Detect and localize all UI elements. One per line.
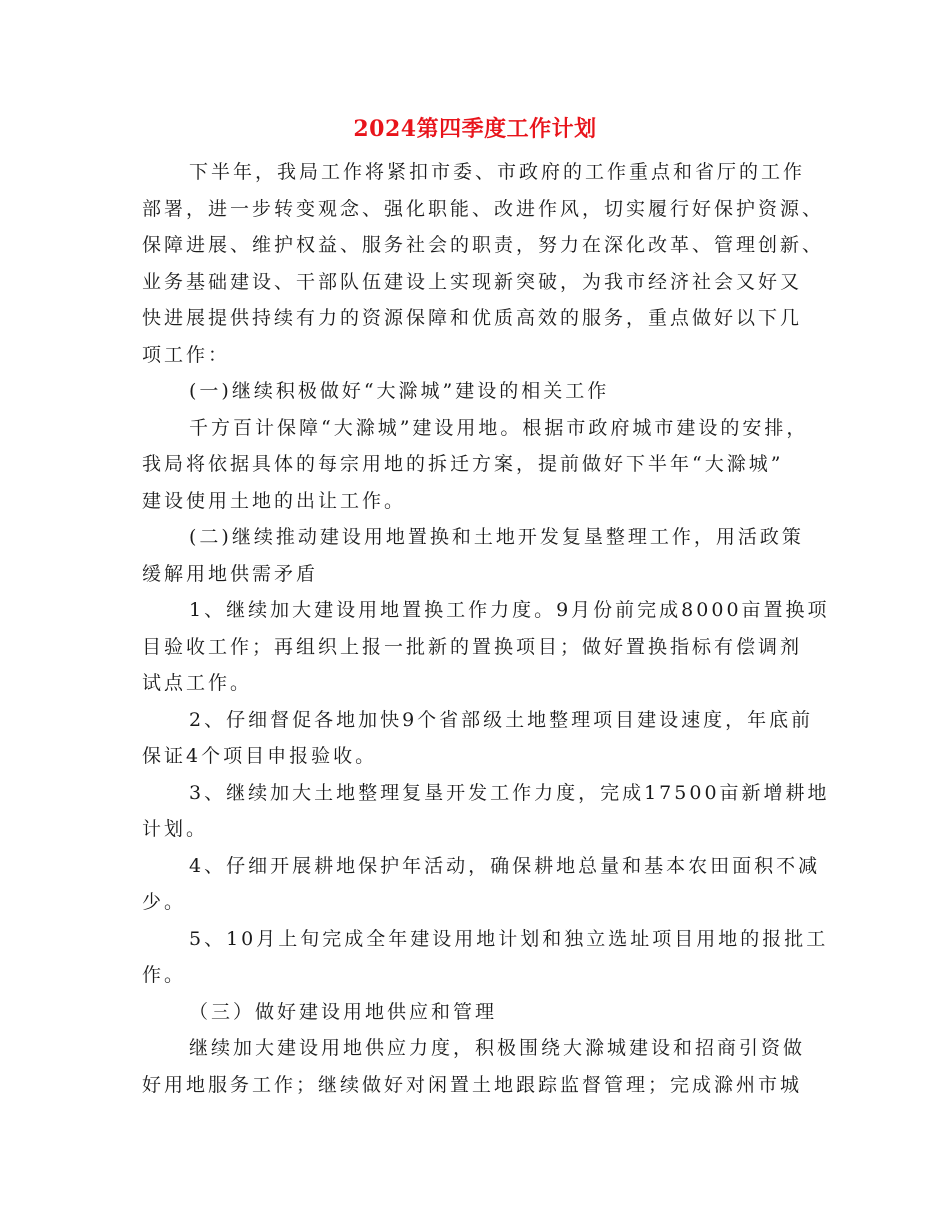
paragraph-section-1-heading bbox=[142, 373, 814, 410]
paragraph-line: 少。 bbox=[142, 891, 187, 913]
paragraph-intro bbox=[142, 154, 825, 373]
paragraph-section-3-heading bbox=[142, 994, 814, 1031]
paragraph-line: 1、继续加大建设用地置换工作力度。9月份前完成8000亩置换项 bbox=[189, 599, 830, 621]
paragraph-line: 保障进展、维护权益、服务社会的职责，努力在深化改革、管理创新、 bbox=[142, 234, 825, 256]
document-body bbox=[142, 154, 830, 1103]
paragraph-line: 5、10月上旬完成全年建设用地计划和独立选址项目用地的报批工 bbox=[189, 927, 829, 950]
paragraph-line: 目验收工作；再组织上报一批新的置换项目；做好置换指标有偿调剂 bbox=[142, 635, 803, 658]
paragraph-item-5 bbox=[142, 921, 829, 994]
paragraph-section-3-body bbox=[142, 1030, 814, 1103]
paragraph-line: 项工作： bbox=[142, 343, 231, 366]
paragraph-line: (一)继续积极做好“大滁城”建设的相关工作 bbox=[189, 380, 610, 402]
paragraph-line: 下半年，我局工作将紧扣市委、市政府的工作重点和省厅的工作 bbox=[189, 161, 806, 183]
paragraph-line: 快进展提供持续有力的资源保障和优质高效的服务，重点做好以下几 bbox=[142, 307, 803, 329]
paragraph-item-1 bbox=[142, 592, 830, 702]
paragraph-line: 继续加大建设用地供应力度，积极围绕大滁城建设和招商引资做 bbox=[189, 1037, 806, 1059]
paragraph-line: 作。 bbox=[142, 964, 187, 986]
paragraph-section-2-heading bbox=[142, 519, 814, 592]
paragraph-line: 试点工作。 bbox=[142, 672, 253, 694]
paragraph-section-1-body bbox=[142, 410, 814, 520]
paragraph-line: 建设使用土地的出让工作。 bbox=[142, 489, 407, 512]
paragraph-line: 部署，进一步转变观念、强化职能、改进作风，切实履行好保护资源、 bbox=[142, 197, 825, 220]
paragraph-line: 千方百计保障“大滁城”建设用地。根据市政府城市建设的安排， bbox=[189, 416, 809, 439]
paragraph-item-4 bbox=[142, 848, 821, 921]
paragraph-line: 保证4个项目申报验收。 bbox=[142, 745, 378, 767]
paragraph-item-2 bbox=[142, 702, 814, 775]
paragraph-line: 4、仔细开展耕地保护年活动，确保耕地总量和基本农田面积不减 bbox=[189, 854, 821, 877]
paragraph-line: (二)继续推动建设用地置换和土地开发复垦整理工作，用活政策 bbox=[189, 526, 804, 548]
document-title: 2024第四季度工作计划 bbox=[353, 116, 597, 142]
paragraph-line: 3、继续加大土地整理复垦开发工作力度，完成17500亩新增耕地 bbox=[189, 781, 830, 804]
paragraph-item-3 bbox=[142, 775, 830, 848]
paragraph-line: 计划。 bbox=[142, 818, 209, 840]
paragraph-line: 2、仔细督促各地加快9个省部级土地整理项目建设速度，年底前 bbox=[189, 708, 814, 731]
paragraph-line: 缓解用地供需矛盾 bbox=[142, 562, 319, 585]
paragraph-line: 业务基础建设、干部队伍建设上实现新突破，为我市经济社会又好又 bbox=[142, 270, 803, 293]
paragraph-line: 好用地服务工作；继续做好对闲置土地跟踪监督管理；完成滁州市城 bbox=[142, 1073, 803, 1096]
paragraph-line: （三）做好建设用地供应和管理 bbox=[189, 1000, 498, 1023]
paragraph-line: 我局将依据具体的每宗用地的拆迁方案，提前做好下半年“大滁城” bbox=[142, 453, 784, 475]
